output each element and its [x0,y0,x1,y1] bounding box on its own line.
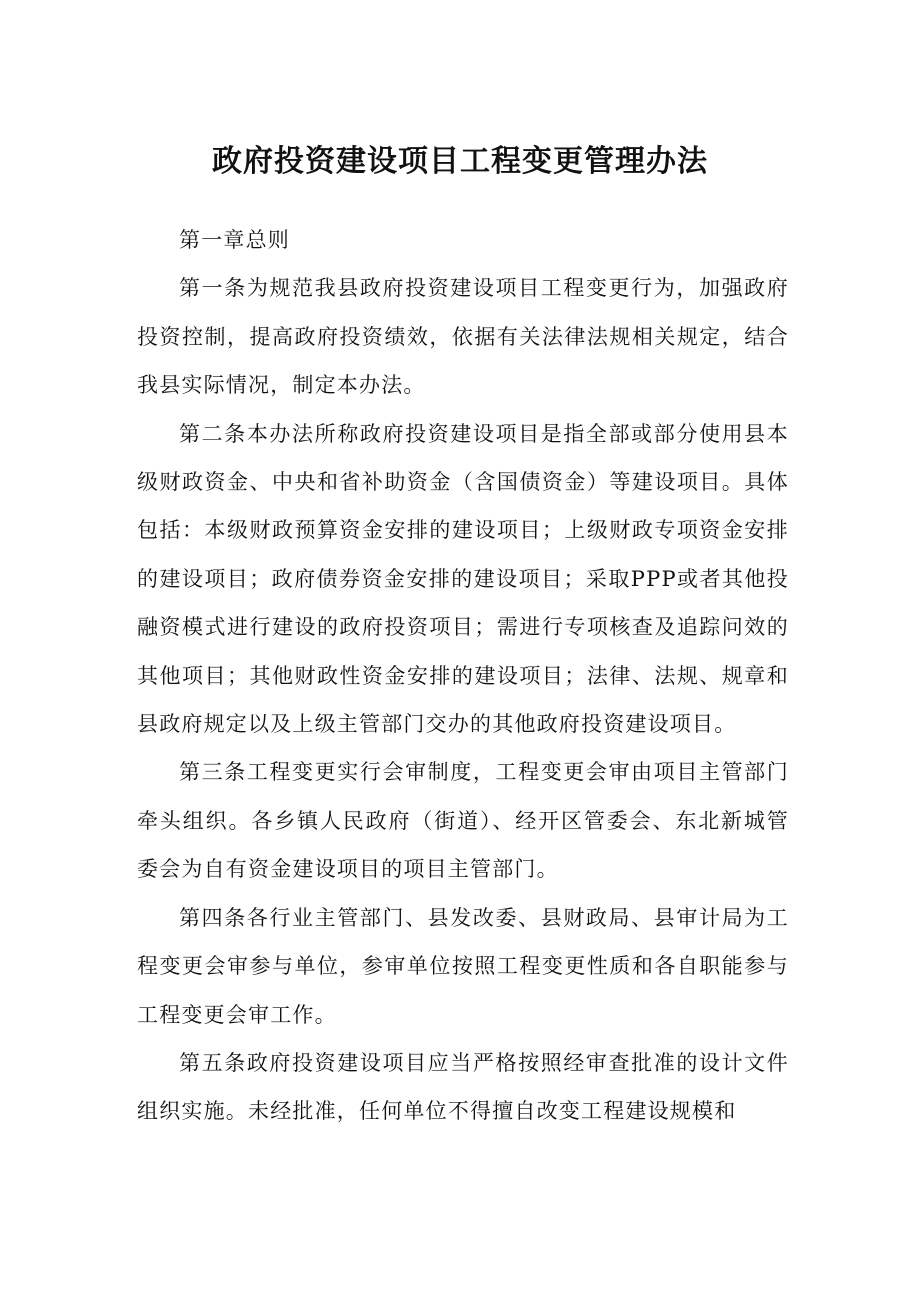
document-body [137,216,789,1136]
article-5: 第五条政府投资建设项目应当严格按照经审查批准的设计文件组织实施。未经批准，任何单位不得擅自改变工程建设规模和 [137,1050,789,1124]
document-title: 政府投资建设项目工程变更管理办法 [212,144,708,179]
article-3: 第三条工程变更实行会审制度，工程变更会审由项目主管部门牵头组织。各乡镇人民政府（街道）、经开区管委会、东北新城管委会为自有资金建设项目的项目主管部门。 [137,760,789,882]
article-4: 第四条各行业主管部门、县发改委、县财政局、县审计局为工程变更会审参与单位，参审单位按照工程变更性质和各自职能参与工程变更会审工作。 [137,905,789,1027]
article-2: 第二条本办法所称政府投资建设项目是指全部或部分使用县本级财政资金、中央和省补助资金（含国债资金）等建设项目。具体包括：本级财政预算资金安排的建设项目；上级财政专项资金安排的建设项目；政府债券资金安排的建设项目；采取PPP或者其他投融资模式进行建设的政府投资项目；需进行专项核查及追踪问效的其他项目；其他财政性资金安排的建设项目；法律、法规、规章和县政府规定以及上级主管部门交办的其他政府投资建设项目。 [137,421,789,737]
chapter-heading: 第一章总则 [179,228,290,252]
article-1: 第一条为规范我县政府投资建设项目工程变更行为，加强政府投资控制，提高政府投资绩效，依据有关法律法规相关规定，结合我县实际情况，制定本办法。 [137,276,789,398]
